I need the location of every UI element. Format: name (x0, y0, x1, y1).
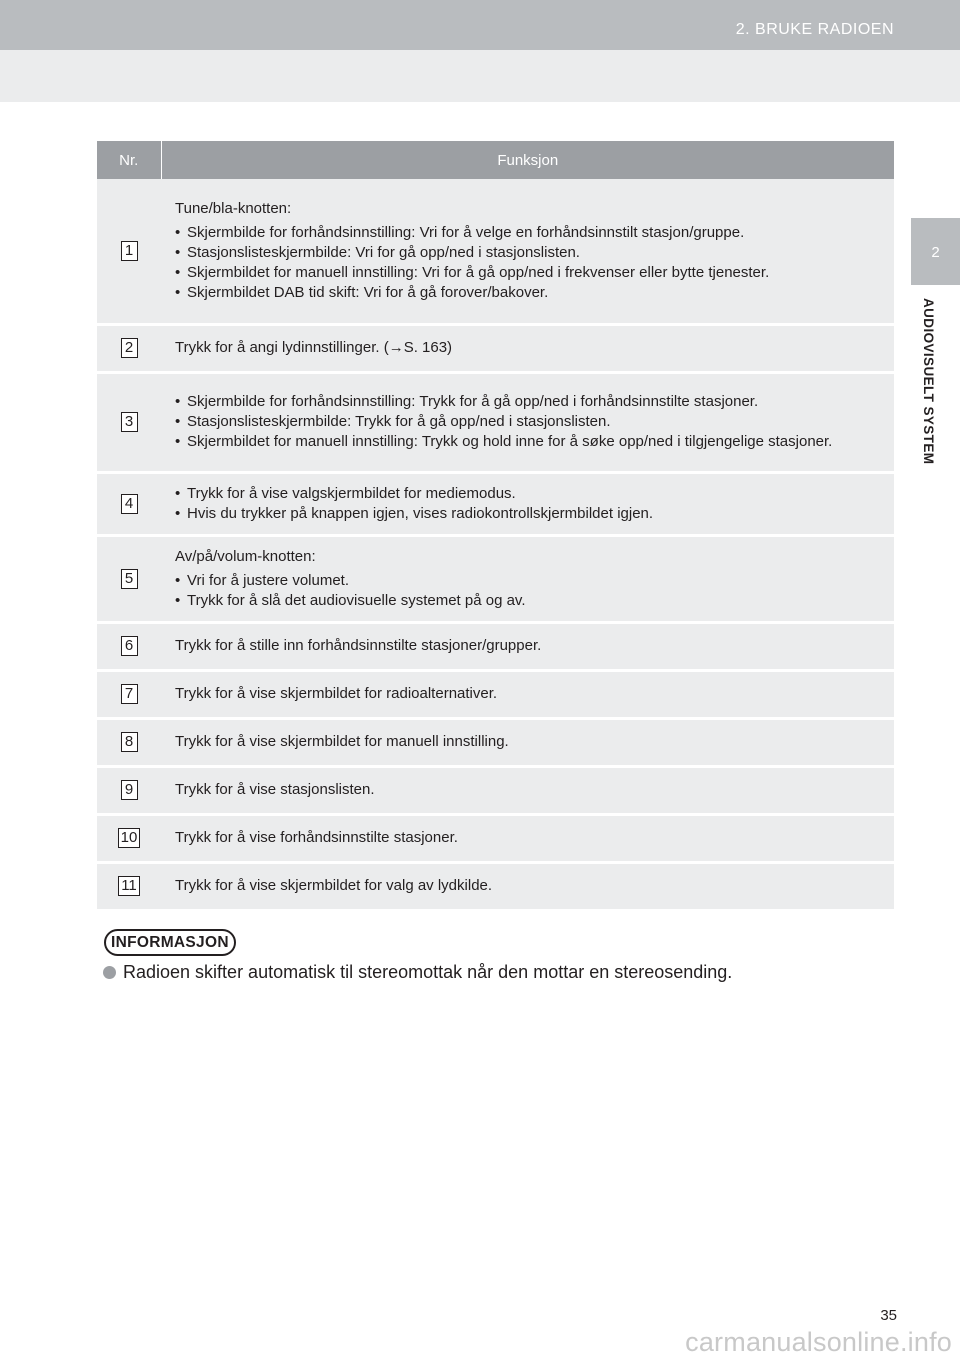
number-box: 5 (121, 569, 138, 589)
row-text: Trykk for å vise skjermbildet for manuell innstilling. (161, 718, 894, 766)
number-box: 4 (121, 494, 138, 514)
table-header-row (97, 141, 894, 179)
bullet-item: • Skjermbildet for manuell innstilling: Trykk og hold inne for å søke opp/ned i tilgjengelige stasjoner. (175, 432, 882, 452)
number-box: 11 (118, 876, 140, 896)
bullet-item: • Trykk for å slå det audiovisuelle systemet på og av. (175, 591, 882, 611)
chapter-title: AUDIOVISUELT SYSTEM (921, 298, 936, 465)
section-title: 2. BRUKE RADIOEN (735, 21, 894, 38)
bullet-item: • Trykk for å vise valgskjermbildet for mediemodus. (175, 484, 882, 504)
bullet-item: • Skjermbilde for forhåndsinnstilling: Trykk for å gå opp/ned i forhåndsinnstilte stasjoner. (175, 392, 882, 412)
number-box: 1 (121, 241, 138, 261)
bullet-item: • Stasjonslisteskjermbilde: Trykk for å gå opp/ned i stasjonslisten. (175, 412, 882, 432)
header-bar (0, 0, 960, 50)
info-item (103, 962, 732, 983)
bullet-item: • Vri for å justere volumet. (175, 571, 882, 591)
table-row (97, 535, 894, 622)
row-lead: Av/på/volum-knotten: (175, 547, 316, 565)
table-row (97, 472, 894, 535)
number-box: 9 (121, 780, 138, 800)
bullet-item: • Skjermbildet DAB tid skift: Vri for å gå forover/bakover. (175, 283, 882, 303)
row-text: Trykk for å angi lydinnstillinger. (→S. 163) (161, 324, 894, 372)
row-text: Trykk for å vise stasjonslisten. (161, 766, 894, 814)
number-box: 3 (121, 412, 138, 432)
table-row (97, 670, 894, 718)
number-box: 10 (118, 828, 141, 848)
info-text: Radioen skifter automatisk til stereomottak når den mottar en stereosending. (123, 962, 733, 982)
table-row (97, 622, 894, 670)
function-table (97, 141, 894, 912)
bullet-item: • Stasjonslisteskjermbilde: Vri for gå opp/ned i stasjonslisten. (175, 243, 882, 263)
row-text: Trykk for å vise forhåndsinnstilte stasjoner. (161, 814, 894, 862)
number-box: 6 (121, 636, 138, 656)
number-box: 7 (121, 684, 138, 704)
number-box: 2 (121, 338, 138, 358)
row-text: Trykk for å stille inn forhåndsinnstilte stasjoner/grupper. (161, 622, 894, 670)
table-row (97, 718, 894, 766)
page-number: 35 (880, 1307, 897, 1324)
table-row (97, 862, 894, 910)
bullet-item: • Skjermbildet for manuell innstilling: Vri for å gå opp/ned i frekvenser eller bytte tjenester. (175, 263, 882, 283)
table-row (97, 814, 894, 862)
info-badge: INFORMASJON (104, 929, 236, 956)
header-band (0, 50, 960, 102)
bullet-item: • Skjermbilde for forhåndsinnstilling: Vri for å velge en forhåndsinnstilt stasjon/gruppe. (175, 223, 882, 243)
col-header-nr: Nr. (97, 141, 161, 179)
chapter-number: 2 (931, 244, 940, 261)
row-lead: Tune/bla-knotten: (175, 199, 292, 217)
chapter-tab (911, 218, 960, 285)
col-header-function: Funksjon (161, 141, 894, 179)
watermark: carmanualsonline.info (685, 1327, 952, 1357)
table-row (97, 766, 894, 814)
table-row (97, 372, 894, 472)
bullet-item: • Hvis du trykker på knappen igjen, vises radiokontrollskjermbildet igjen. (175, 504, 882, 524)
row-text: Trykk for å vise skjermbildet for radioalternativer. (161, 670, 894, 718)
number-box: 8 (121, 732, 138, 752)
table-row (97, 179, 894, 324)
row-text: Trykk for å vise skjermbildet for valg av lydkilde. (161, 862, 894, 910)
bullet-dot-icon (103, 966, 116, 979)
table-row (97, 324, 894, 372)
